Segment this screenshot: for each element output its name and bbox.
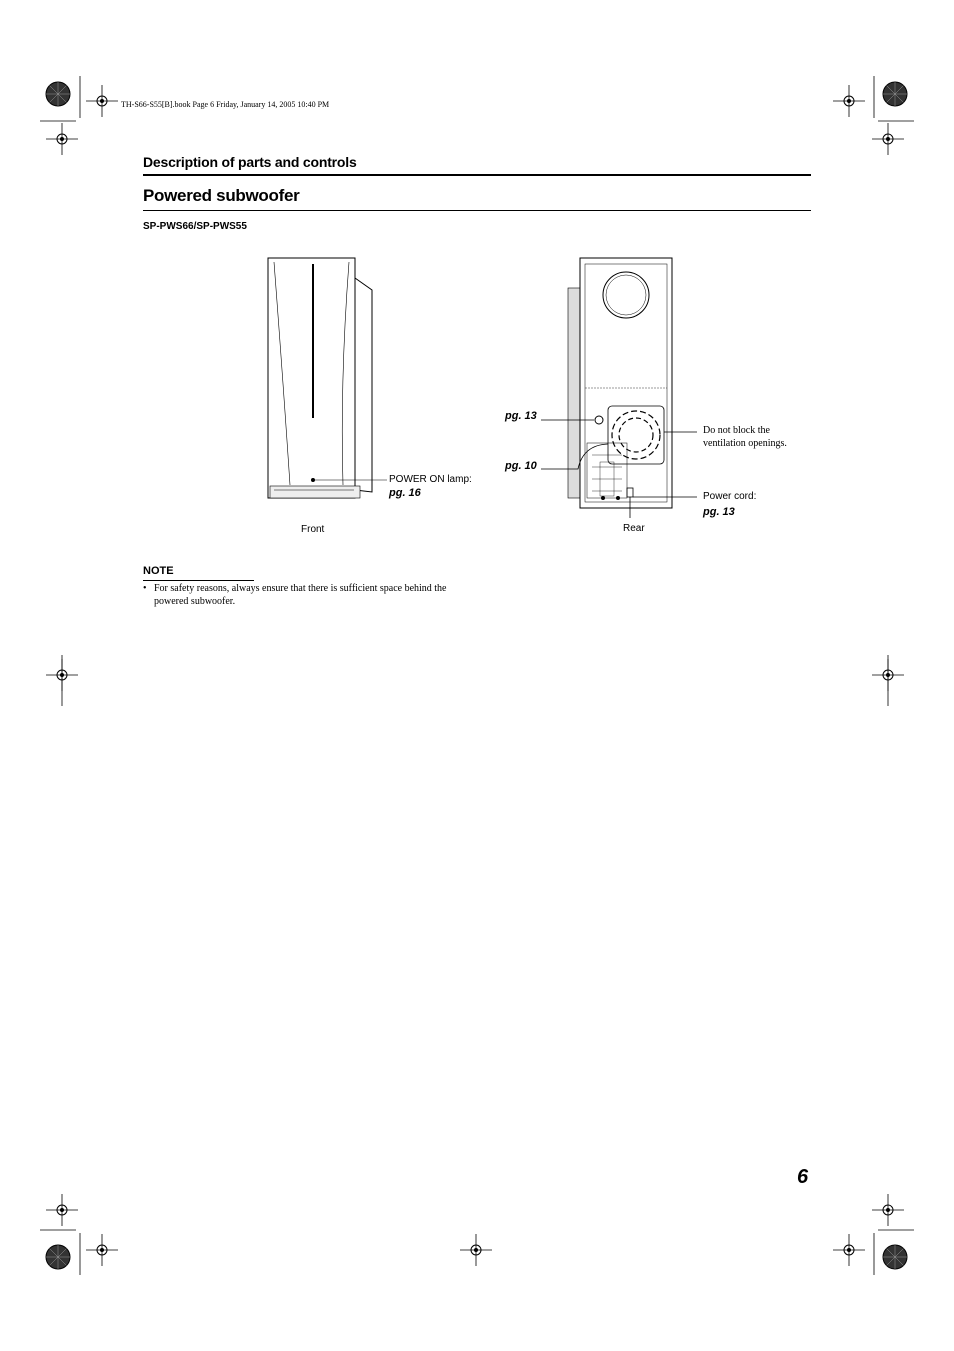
rear-caption: Rear	[623, 523, 645, 534]
crosshair-mark-icon	[46, 1194, 78, 1226]
registration-sunburst-icon	[46, 1245, 70, 1269]
section-title: Description of parts and controls	[143, 154, 357, 170]
file-header-info: TH-S66-S55[B].book Page 6 Friday, January 14, 2005 10:40 PM	[121, 100, 330, 109]
crosshair-mark-icon	[460, 1234, 492, 1266]
ventilation-note-line: Do not block the	[703, 425, 770, 436]
note-text: For safety reasons, always ensure that there is sufficient space behind the powered subwoofer.	[154, 583, 447, 607]
crosshair-mark-icon	[833, 1234, 865, 1266]
heading-rule	[143, 210, 811, 211]
rear-upper-page-ref[interactable]: pg. 13	[505, 410, 537, 422]
power-on-lamp-label: POWER ON lamp:	[389, 474, 472, 485]
ventilation-note	[703, 424, 787, 450]
front-caption: Front	[301, 524, 325, 535]
model-number: SP-PWS66/SP-PWS55	[143, 221, 247, 232]
rear-lower-page-ref[interactable]: pg. 10	[505, 460, 537, 472]
bullet-icon: •	[143, 583, 147, 594]
registration-sunburst-icon	[46, 82, 70, 106]
power-cord-label: Power cord:	[703, 491, 757, 502]
crosshair-mark-icon	[833, 85, 865, 117]
crosshair-mark-icon	[86, 85, 118, 117]
ventilation-note-line: ventilation openings.	[703, 438, 787, 449]
subwoofer-rear-illustration	[541, 258, 697, 518]
note-title: NOTE	[143, 565, 174, 577]
power-cord-page-ref[interactable]: pg. 13	[703, 506, 735, 518]
subwoofer-front-illustration	[268, 258, 387, 498]
crosshair-mark-icon	[872, 1194, 904, 1226]
crosshair-mark-icon	[86, 1234, 118, 1266]
power-on-lamp-page-ref[interactable]: pg. 16	[389, 487, 421, 499]
page-number: 6	[797, 1166, 809, 1188]
page-heading: Powered subwoofer	[143, 186, 300, 205]
section-rule	[143, 174, 811, 176]
note-item	[143, 582, 473, 608]
registration-sunburst-icon	[883, 1245, 907, 1269]
crosshair-mark-icon	[872, 123, 904, 155]
crosshair-mark-icon	[46, 123, 78, 155]
note-rule	[143, 580, 254, 581]
registration-sunburst-icon	[883, 82, 907, 106]
